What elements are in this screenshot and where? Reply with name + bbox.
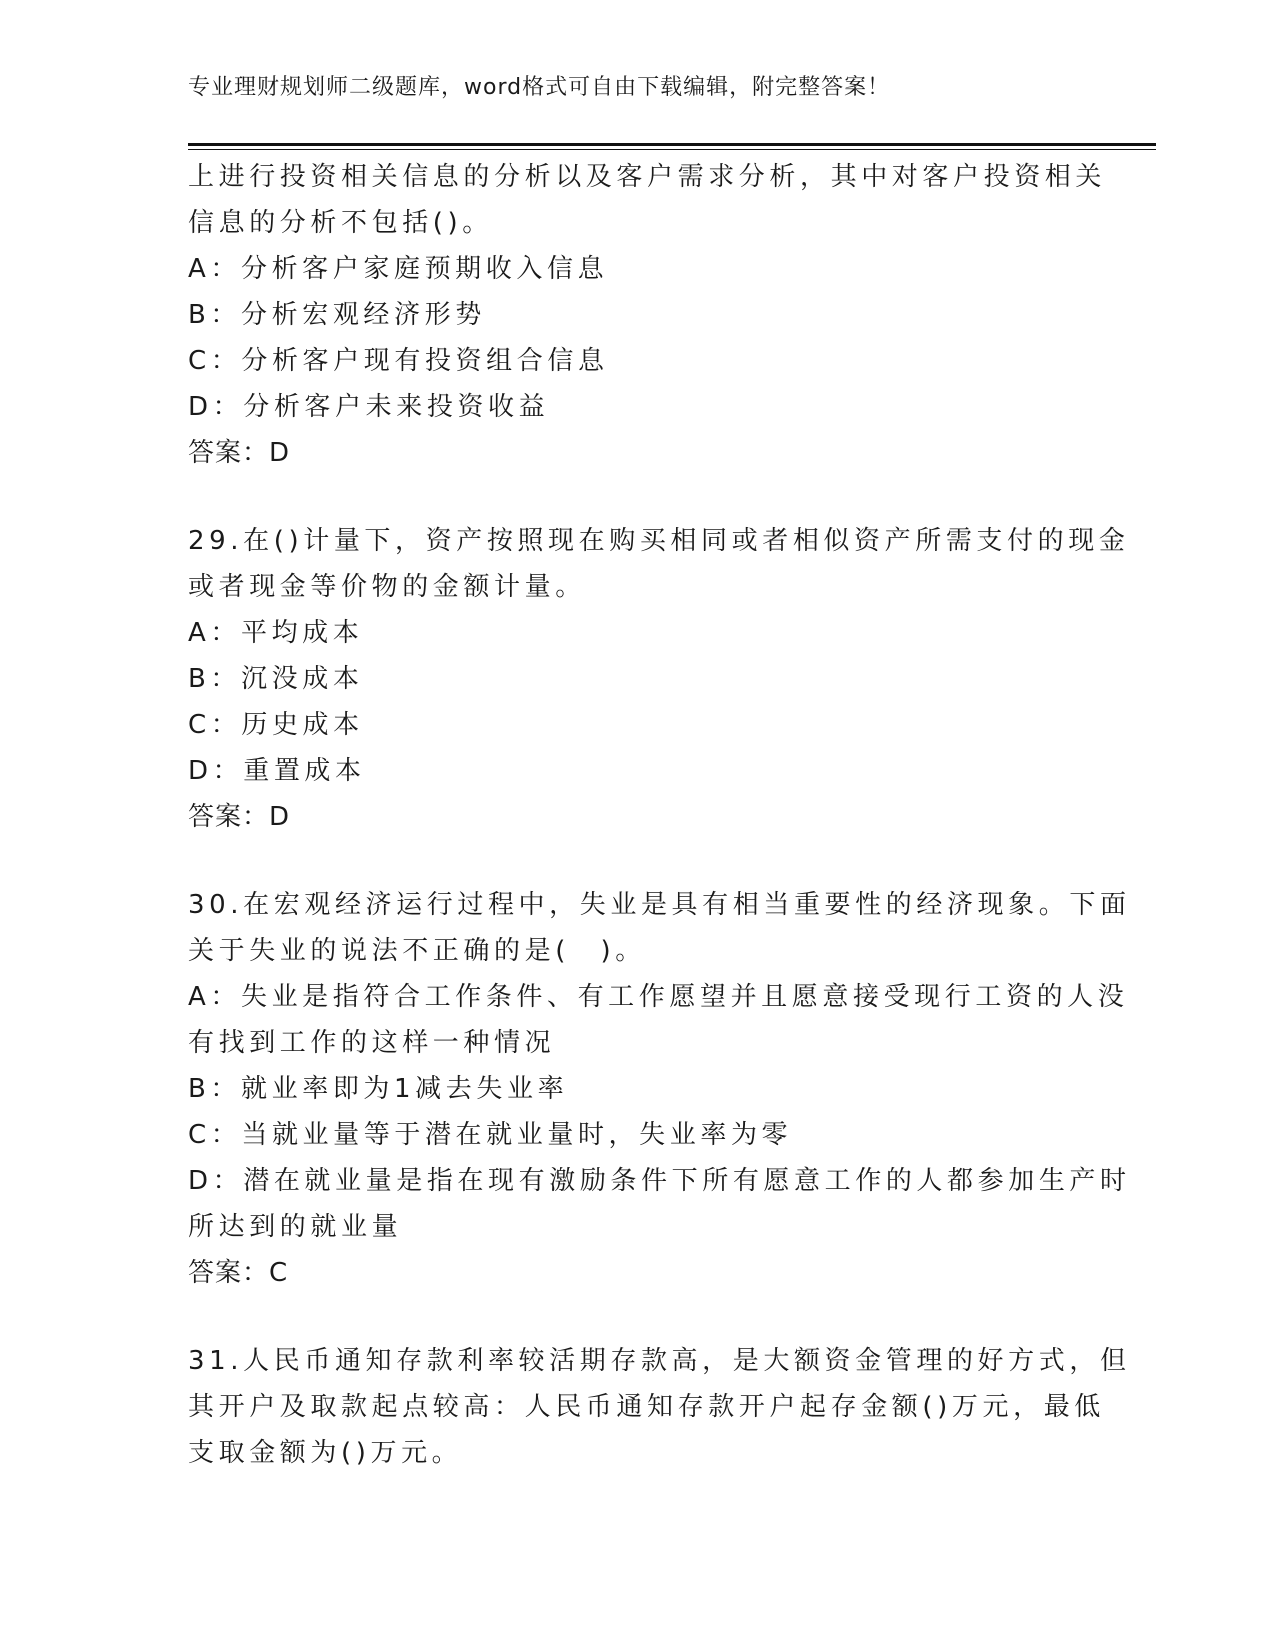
answer: 答案：C [188, 1258, 289, 1288]
question-list [188, 154, 1131, 1476]
option-a: A：失业是指符合工作条件、有工作愿望并且愿意接受现行工资的人没 [188, 982, 1129, 1012]
answer: 答案：D [188, 438, 291, 468]
question-stem-line: 30.在宏观经济运行过程中，失业是具有相当重要性的经济现象。下面 [188, 890, 1131, 920]
question-stem-line: 上进行投资相关信息的分析以及客户需求分析，其中对客户投资相关 [188, 162, 1107, 192]
question-spacer [188, 476, 1088, 518]
question-stem-line: 或者现金等价物的金额计量。 [188, 572, 586, 602]
option-a-continued: 有找到工作的这样一种情况 [188, 1028, 556, 1058]
question-spacer [188, 840, 1088, 882]
page-header: 专业理财规划师二级题库，word格式可自由下载编辑，附完整答案！ [188, 75, 891, 100]
question-28 [188, 154, 1107, 476]
option-d-continued: 所达到的就业量 [188, 1212, 403, 1242]
option-c: C：历史成本 [188, 710, 364, 740]
header-rule-thick [188, 143, 1156, 146]
question-30 [188, 882, 1131, 1296]
question-29 [188, 518, 1130, 840]
option-d: D：重置成本 [188, 756, 366, 786]
question-stem-line: 支取金额为()万元。 [188, 1438, 463, 1468]
question-31 [188, 1338, 1131, 1476]
question-stem-line: 29.在()计量下，资产按照现在购买相同或者相似资产所需支付的现金 [188, 526, 1130, 556]
answer: 答案：D [188, 802, 291, 832]
option-d: D：潜在就业量是指在现有激励条件下所有愿意工作的人都参加生产时 [188, 1166, 1131, 1196]
question-spacer [188, 1296, 1088, 1338]
question-stem-line: 信息的分析不包括()。 [188, 208, 493, 238]
option-b: B：沉没成本 [188, 664, 364, 694]
question-stem-line: 其开户及取款起点较高：人民币通知存款开户起存金额()万元，最低 [188, 1392, 1105, 1422]
option-b: B：分析宏观经济形势 [188, 300, 486, 330]
option-c: C：分析客户现有投资组合信息 [188, 346, 609, 376]
option-b: B：就业率即为1减去失业率 [188, 1074, 569, 1104]
header-rule-thin [188, 149, 1156, 150]
option-d: D：分析客户未来投资收益 [188, 392, 550, 422]
option-a: A：分析客户家庭预期收入信息 [188, 254, 609, 284]
option-a: A：平均成本 [188, 618, 364, 648]
question-stem-line: 关于失业的说法不正确的是( )。 [188, 936, 646, 966]
question-stem-line: 31.人民币通知存款利率较活期存款高，是大额资金管理的好方式，但 [188, 1346, 1131, 1376]
option-c: C：当就业量等于潜在就业量时，失业率为零 [188, 1120, 793, 1150]
